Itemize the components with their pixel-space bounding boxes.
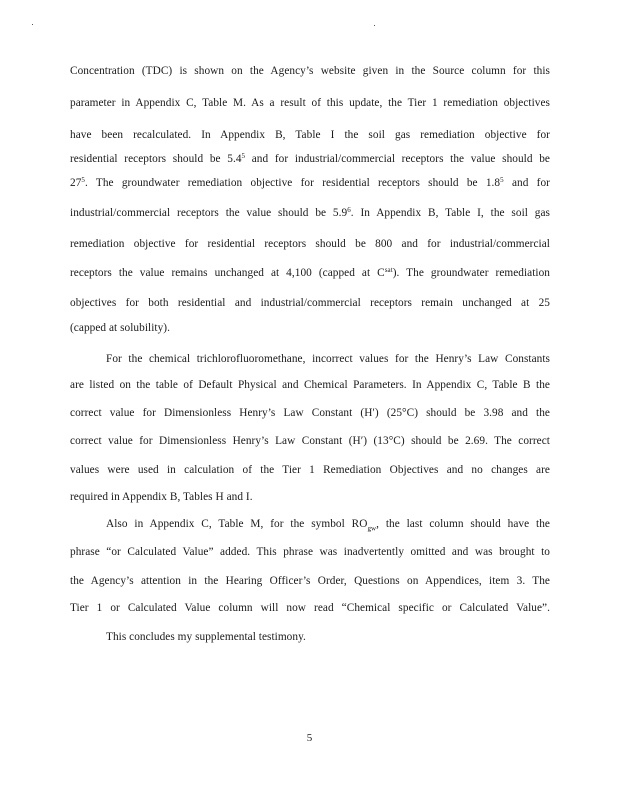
- paragraph-line: have been recalculated. In Appendix B, Table I the soil gas remediation objective for: [70, 129, 550, 141]
- paragraph-line: correct value for Dimensionless Henry’s Law Constant (H′) (25°C) should be 3.98 and the: [70, 407, 550, 419]
- page-number: 5: [306, 732, 313, 744]
- paragraph-line: receptors the value remains unchanged at 4,100 (capped at $C^{sat}$). The groundwater remediation: [70, 266, 551, 279]
- superscript: 5: [81, 176, 85, 184]
- paragraph-line: $27^5$. The groundwater remediation objective for residential receptors should be $1.8^5$ and for: [70, 176, 550, 189]
- paragraph-line: are listed on the table of Default Physical and Chemical Parameters. In Appendix C, Table B the: [70, 379, 550, 391]
- superscript: 5: [241, 152, 246, 160]
- scan-speck: [374, 25, 375, 26]
- paragraph-line: the Agency’s attention in the Hearing Officer’s Order, Questions on Appendices, item 3. The: [70, 575, 550, 587]
- paragraph-line: industrial/commercial receptors the value should be $5.9^6$. In Appendix B, Table I, the soil gas: [70, 206, 550, 219]
- superscript: 5: [500, 176, 504, 184]
- paragraph-line: remediation objective for residential receptors should be 800 and for industrial/commercial: [70, 238, 550, 250]
- paragraph-line: residential receptors should be $5.4^5$ and for industrial/commercial receptors the value should be: [70, 152, 550, 165]
- paragraph-line: values were used in calculation of the Tier 1 Remediation Objectives and no changes are: [70, 464, 550, 476]
- scan-speck: [32, 24, 33, 25]
- superscript: 6: [347, 206, 351, 214]
- subscript: gw: [367, 524, 377, 533]
- paragraph-line: Tier 1 or Calculated Value column will now read “Chemical specific or Calculated Value”.: [70, 602, 550, 614]
- paragraph-line: (capped at solubility).: [70, 322, 170, 334]
- paragraph-line: parameter in Appendix C, Table M. As a result of this update, the Tier 1 remediation objectives: [70, 97, 550, 109]
- paragraph-line: For the chemical trichlorofluoromethane, incorrect values for the Henry’s Law Constants: [106, 353, 550, 365]
- paragraph-line: Also in Appendix C, Table M, for the symbol $RO_{gw}$, the last column should have the: [106, 518, 550, 533]
- paragraph-line: Concentration (TDC) is shown on the Agency’s website given in the Source column for this: [70, 65, 550, 77]
- paragraph-line: correct value for Dimensionless Henry’s Law Constant (H′) (13°C) should be 2.69. The correct: [70, 435, 550, 447]
- paragraph-line: required in Appendix B, Tables H and I.: [70, 491, 253, 503]
- paragraph-line: objectives for both residential and industrial/commercial receptors remain unchanged at 25: [70, 297, 550, 309]
- paragraph-line: This concludes my supplemental testimony.: [106, 631, 306, 643]
- superscript: sat: [384, 266, 393, 274]
- paragraph-line: phrase “or Calculated Value” added. This phrase was inadvertently omitted and was brought to: [70, 546, 550, 558]
